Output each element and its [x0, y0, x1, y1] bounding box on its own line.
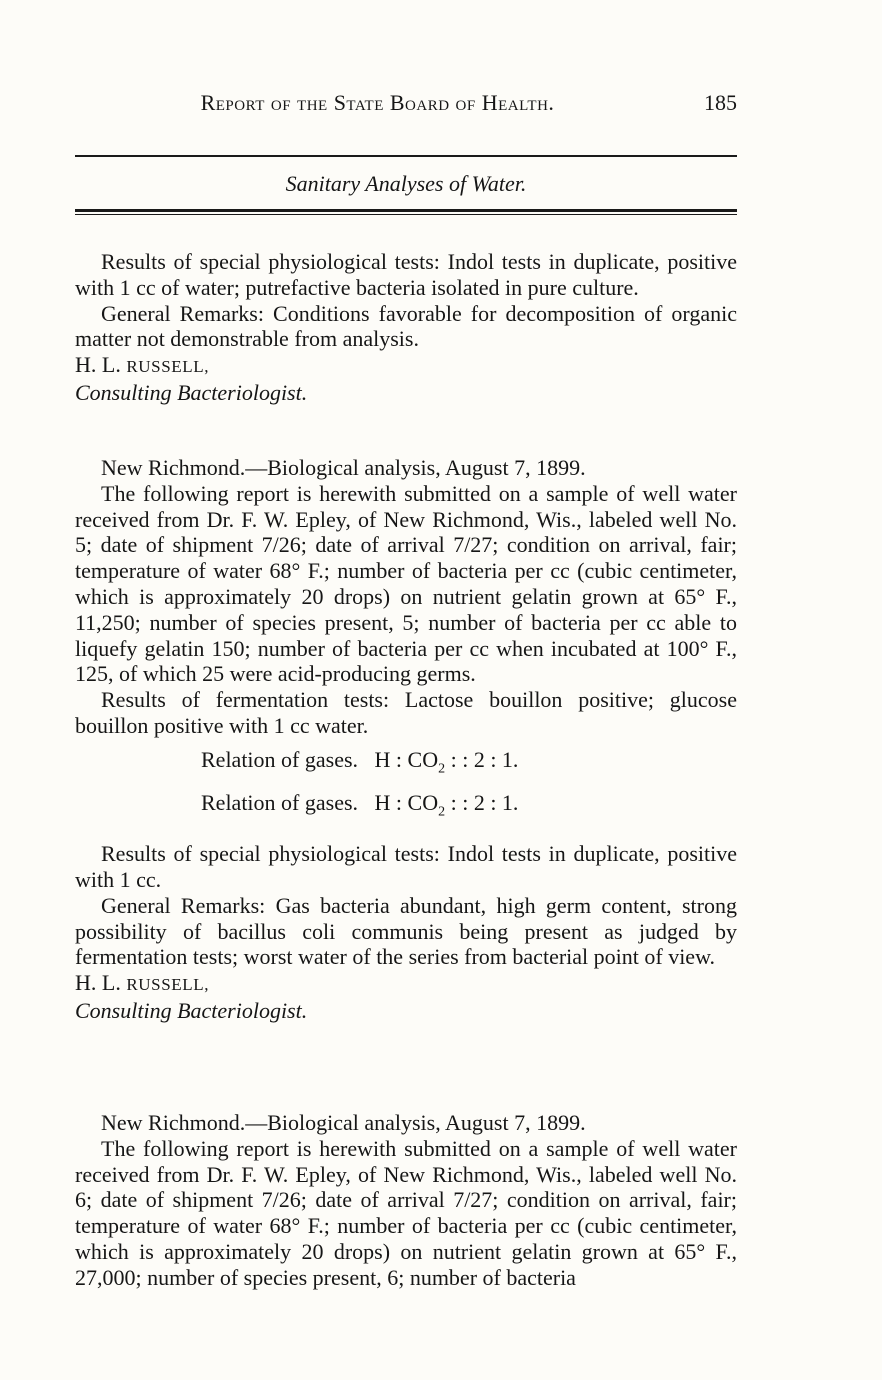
signature-name	[75, 352, 661, 380]
gas-ratio-line	[201, 747, 737, 782]
page-number: 185	[704, 90, 737, 115]
running-title: Report of the State Board of Health.	[200, 90, 555, 115]
paragraph: Results of special physiological tests: Indol tests in duplicate, positive with 1 cc of water; putrefactive bacteria isolated in pure culture.	[75, 249, 737, 300]
signature-initials: H. L.	[75, 352, 127, 378]
paragraph: General Remarks: Gas bacteria abundant, high germ content, strong possibility of bacillus coli communis being present as judged by fermentation tests; worst water of the series from bacterial point of view.	[75, 892, 737, 970]
gas-ratio-line	[201, 790, 737, 825]
paragraph: Results of fermentation tests: Lactose bouillon positive; glucose bouillon positive with 1 cc water.	[75, 687, 737, 738]
signature-name	[75, 970, 661, 998]
paragraph: The following report is herewith submitted on a sample of well water received from Dr. F. W. Epley, of New Richmond, Wis., labeled well No. 5; date of shipment 7/26; date of arrival 7/27; condition on arrival, fair; temperature of water 68° F.; number of bacteria per cc (cubic centimeter, which is approximately 20 drops) on nutrient gelatin grown at 65° F., 11,250; number of species present, 5; number of bacteria per cc able to liquefy gelatin 150; number of bacteria per cc when incubated at 100° F., 125, of which 25 were acid-producing germs.	[75, 480, 737, 687]
ratio-subscript: 2	[438, 804, 446, 820]
bottom-rule-thin	[75, 214, 737, 215]
report-heading: New Richmond.—Biological analysis, August 7, 1899.	[101, 455, 586, 480]
running-head	[75, 88, 737, 122]
report-heading: New Richmond.—Biological analysis, August 7, 1899.	[101, 1110, 586, 1135]
ratio-left: H : CO	[374, 746, 439, 772]
bottom-rule-thick	[75, 209, 737, 212]
report-block-well-6	[75, 1110, 737, 1291]
ratio-label: Relation of gases.	[201, 746, 359, 772]
paragraph: Results of special physiological tests: Indol tests in duplicate, positive with 1 cc.	[75, 841, 737, 892]
report-block-well-5	[75, 455, 737, 1024]
signature-initials: H. L.	[75, 970, 127, 996]
ratio-right: : : 2 : 1.	[445, 789, 519, 815]
section-title: Sanitary Analyses of Water.	[285, 171, 527, 196]
signature-title: Consulting Bacteriologist.	[75, 379, 308, 405]
signature-surname: RUSSELL,	[126, 975, 210, 995]
ratio-right: : : 2 : 1.	[445, 746, 519, 772]
ratio-label: Relation of gases.	[201, 789, 359, 815]
ratio-left: H : CO	[374, 789, 439, 815]
report-block-continued	[75, 249, 737, 406]
signature-surname: RUSSELL,	[126, 357, 210, 377]
ratio-subscript: 2	[438, 761, 446, 777]
signature-title: Consulting Bacteriologist.	[75, 997, 308, 1023]
top-rule	[75, 155, 737, 157]
paragraph: The following report is herewith submitted on a sample of well water received from Dr. F. W. Epley, of New Richmond, Wis., labeled well No. 6; date of shipment 7/26; date of arrival 7/27; condition on arrival, fair; temperature of water 68° F.; number of bacteria per cc (cubic centimeter, which is approximately 20 drops) on nutrient gelatin grown at 65° F., 27,000; number of species present, 6; number of bacteria	[75, 1135, 737, 1290]
paragraph: General Remarks: Conditions favorable for decomposition of organic matter not demonstrable from analysis.	[75, 300, 737, 352]
